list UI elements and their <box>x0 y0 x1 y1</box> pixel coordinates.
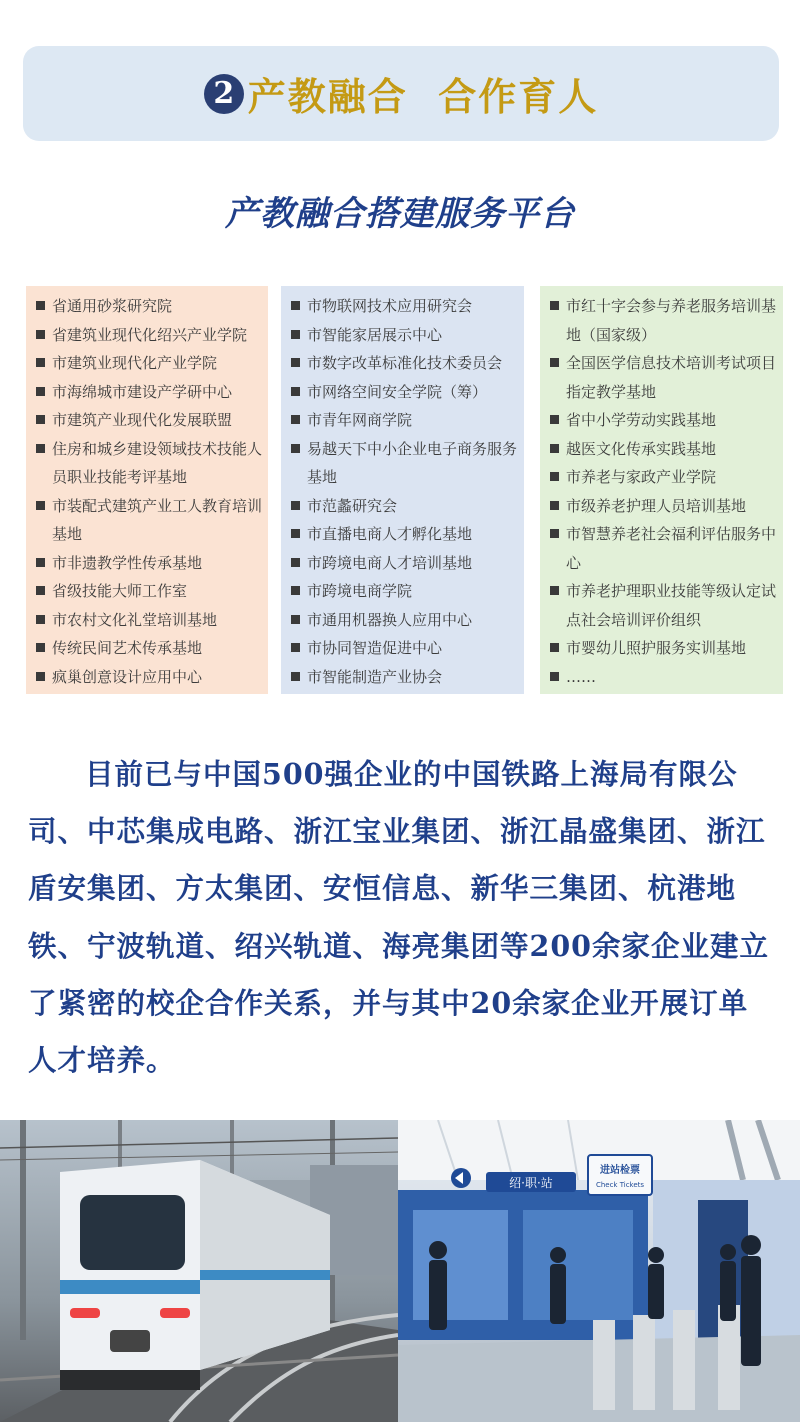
list-item: 市海绵城市建设产学研中心 <box>34 378 262 407</box>
list-item: 市智慧养老社会福利评估服务中心 <box>548 520 777 577</box>
list-item: 市红十字会参与养老服务培训基地（国家级） <box>548 292 777 349</box>
list-item: 易越天下中小企业电子商务服务基地 <box>289 435 518 492</box>
list-item: 市青年网商学院 <box>289 406 518 435</box>
list-item: 疯巢创意设计应用中心 <box>34 663 262 692</box>
platform-column-digital <box>281 286 524 694</box>
list-item: 全国医学信息技术培训考试项目指定教学基地 <box>548 349 777 406</box>
list-item: 市建筑产业现代化发展联盟 <box>34 406 262 435</box>
platform-column-construction <box>26 286 268 694</box>
entrance-sign-text-en: Check Tickets <box>595 1181 645 1189</box>
list-item: 市婴幼儿照护服务实训基地 <box>548 634 777 663</box>
list-item: 越医文化传承实践基地 <box>548 435 777 464</box>
station-sign-text: 绍·职·站 <box>509 1176 553 1190</box>
list-item: …… <box>548 663 777 692</box>
list-item: 市智能家居展示中心 <box>289 321 518 350</box>
list-item: 市跨境电商人才培训基地 <box>289 549 518 578</box>
list-item: 市非遗教学性传承基地 <box>34 549 262 578</box>
list-item: 市装配式建筑产业工人教育培训基地 <box>34 492 262 549</box>
section-number-badge: 2 <box>204 74 244 114</box>
cooperation-paragraph: 目前已与中国500强企业的中国铁路上海局有限公司、中芯集成电路、浙江宝业集团、浙江晶盛集团、浙江盾安集团、方太集团、安恒信息、新华三集团、杭港地铁、宁波轨道、绍兴轨道、海亮集团等200余家企业建立了紧密的校企合作关系，并与其中20余家企业开展订单人才培养。 <box>28 757 769 1078</box>
list-item: 省建筑业现代化绍兴产业学院 <box>34 321 262 350</box>
list-item: 市通用机器换人应用中心 <box>289 606 518 635</box>
platform-subtitle: 产教融合搭建服务平台 <box>225 194 575 234</box>
section-title: 产教融合 合作育人 <box>247 74 599 119</box>
entrance-sign-text: 进站检票 <box>600 1165 640 1176</box>
list-item: 省中小学劳动实践基地 <box>548 406 777 435</box>
list-item: 市跨境电商学院 <box>289 577 518 606</box>
section-banner <box>23 46 779 141</box>
list-item: 市养老与家政产业学院 <box>548 463 777 492</box>
list-item: 传统民间艺术传承基地 <box>34 634 262 663</box>
metro-station-photo <box>398 1120 800 1422</box>
list-item: 市网络空间安全学院（筹） <box>289 378 518 407</box>
list-item: 住房和城乡建设领域技术技能人员职业技能考评基地 <box>34 435 262 492</box>
list-item: 市建筑业现代化产业学院 <box>34 349 262 378</box>
metro-train-photo <box>0 1120 398 1422</box>
photo-strip <box>0 1120 800 1422</box>
list-item: 市农村文化礼堂培训基地 <box>34 606 262 635</box>
list-item: 市物联网技术应用研究会 <box>289 292 518 321</box>
platform-column-care <box>540 286 783 694</box>
list-item: 省级技能大师工作室 <box>34 577 262 606</box>
list-item: 市数字改革标准化技术委员会 <box>289 349 518 378</box>
list-item: 市智能制造产业协会 <box>289 663 518 692</box>
list-item: 省通用砂浆研究院 <box>34 292 262 321</box>
list-item: 市直播电商人才孵化基地 <box>289 520 518 549</box>
list-item: 市协同智造促进中心 <box>289 634 518 663</box>
list-item: 市级养老护理人员培训基地 <box>548 492 777 521</box>
list-item: 市范蠡研究会 <box>289 492 518 521</box>
list-item: 市养老护理职业技能等级认定试点社会培训评价组织 <box>548 577 777 634</box>
